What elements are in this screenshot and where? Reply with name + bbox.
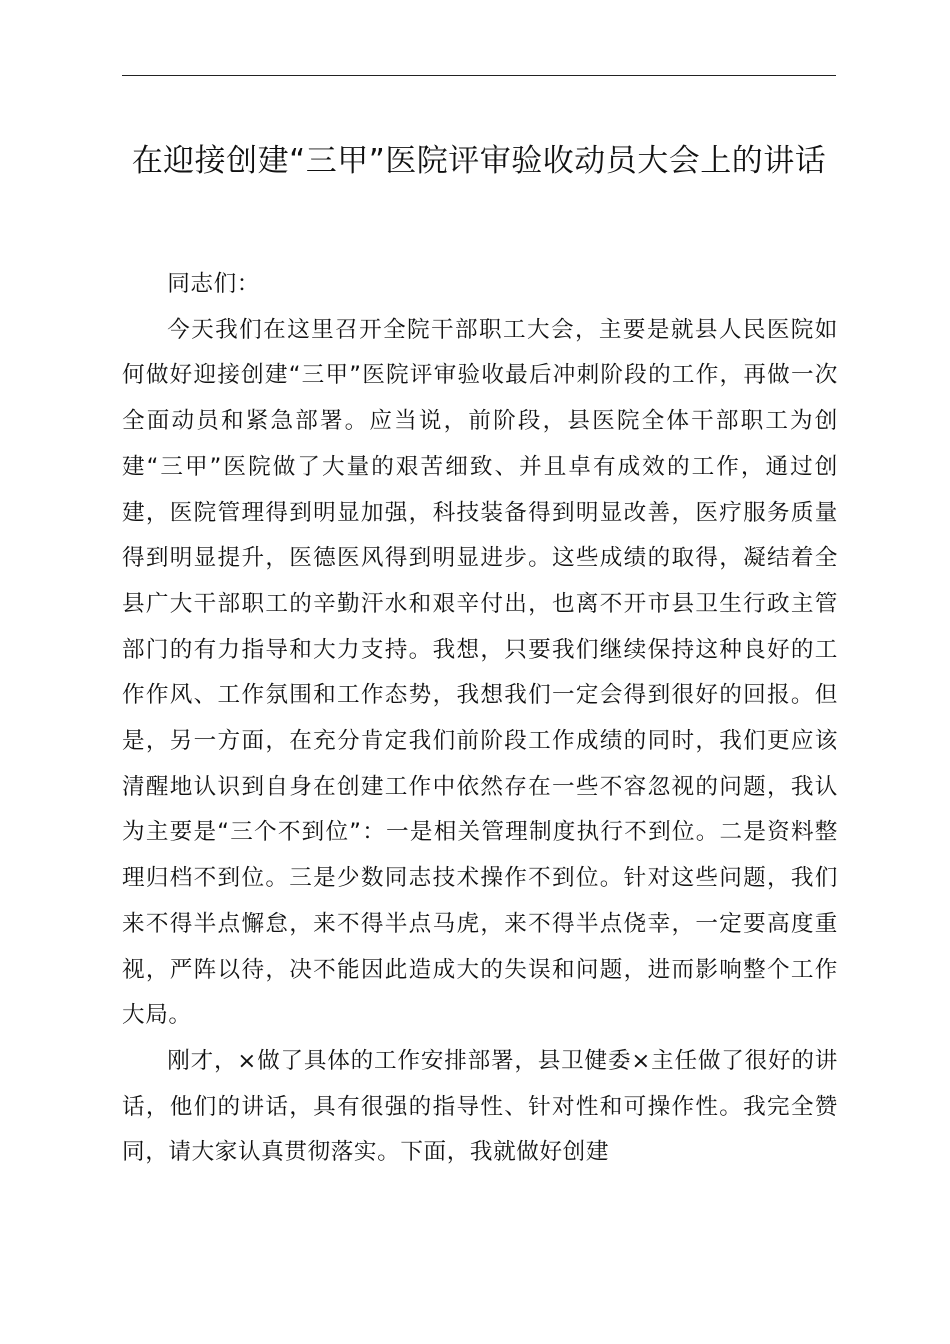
- salutation: 同志们：: [167, 271, 260, 297]
- document-title: 在迎接创建“三甲”医院评审验收动员大会上的讲话: [131, 143, 827, 179]
- paragraph: 今天我们在这里召开全院干部职工大会，主要是就县人民医院如何做好迎接创建“三甲”医院评审验收最后冲刺阶段的工作，再做一次全面动员和紧急部署。应当说，前阶段，县医院全体干部职工为创建“三甲”医院做了大量的艰苦细致、并且卓有成效的工作，通过创建，医院管理得到明显加强，科技装备得到明显改善，医疗服务质量得到明显提升，医德医风得到明显进步。这些成绩的取得，凝结着全县广大干部职工的辛勤汗水和艰辛付出，也离不开市县卫生行政主管部门的有力指导和大力支持。我想，只要我们继续保持这种良好的工作作风、工作氛围和工作态势，我想我们一定会得到很好的回报。但是，另一方面，在充分肯定我们前阶段工作成绩的同时，我们更应该清醒地认识到自身在创建工作中依然存在一些不容忽视的问题，我认为主要是“三个不到位”：一是相关管理制度执行不到位。二是资料整理归档不到位。三是少数同志技术操作不到位。针对这些问题，我们来不得半点懈怠，来不得半点马虎，来不得半点侥幸，一定要高度重视，严阵以待，决不能因此造成大的失误和问题，进而影响整个工作大局。: [122, 316, 838, 1029]
- document-body: [122, 262, 838, 1176]
- header-rule: [122, 75, 836, 76]
- paragraph: 刚才，×做了具体的工作安排部署，县卫健委×主任做了很好的讲话，他们的讲话，具有很强的指导性、针对性和可操作性。我完全赞同，请大家认真贯彻落实。下面，我就做好创建: [122, 1047, 838, 1166]
